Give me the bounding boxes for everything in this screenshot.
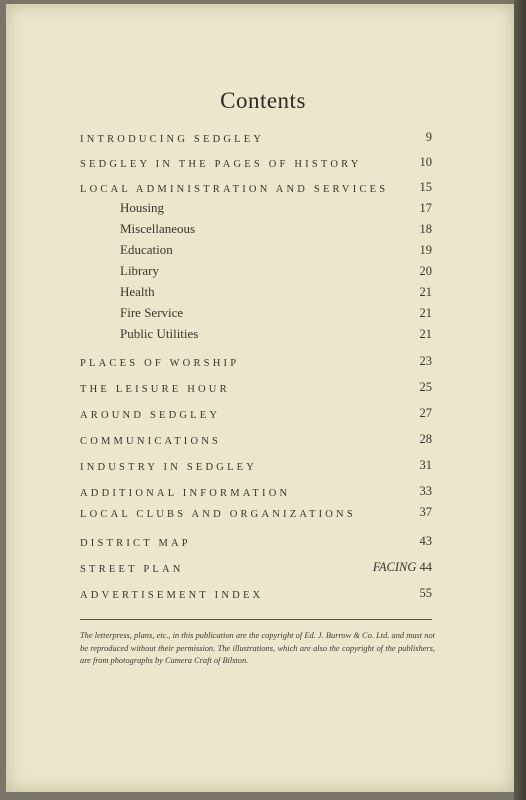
toc-page-number — [426, 130, 432, 145]
toc-page-number — [420, 354, 433, 369]
toc-subentry — [80, 304, 432, 325]
toc-entry-label: AROUND SEDGLEY — [80, 410, 221, 421]
toc-entry-label: Health — [120, 284, 155, 299]
toc-subentry — [80, 199, 432, 220]
toc-page-value: 31 — [419, 458, 432, 472]
toc-page-number — [420, 484, 433, 499]
copyright-note: The letterpress, plans, etc., in this publication are the copyright of Ed. J. Burrow & Co. Ltd. and must not be reproduced without their permission. The illustrations, which are also the copyright of the publishers, are from photographs by Camera Craft of Bilston. — [80, 631, 435, 665]
toc-entry-label: PLACES OF WORSHIP — [80, 358, 240, 369]
toc-page-number — [420, 406, 433, 421]
toc-entry-label: Education — [120, 242, 173, 257]
toc-page-value: 37 — [419, 505, 432, 519]
toc-entry — [80, 503, 432, 524]
toc-entry-label: STREET PLAN — [80, 564, 184, 575]
toc-entry-label: COMMUNICATIONS — [80, 436, 222, 447]
toc-page-value: 21 — [419, 306, 432, 320]
toc-subentry — [80, 262, 432, 283]
toc-page-value: 23 — [419, 354, 432, 368]
toc-page-number — [420, 380, 433, 395]
toc-entry — [80, 558, 432, 579]
toc-entry-label: DISTRICT MAP — [80, 538, 191, 549]
toc-page-value: 9 — [425, 130, 432, 144]
toc-entry — [80, 584, 432, 605]
toc-page-number — [420, 201, 433, 216]
toc-entry — [80, 128, 432, 149]
toc-entry — [80, 532, 432, 553]
toc-page-value: 33 — [419, 484, 432, 498]
toc-entry — [80, 178, 432, 199]
toc-subentry — [80, 241, 432, 262]
toc-page-number — [420, 505, 433, 520]
page-title: Contents — [220, 88, 306, 113]
toc-entry-label: Fire Service — [120, 305, 184, 320]
toc-page-number — [420, 432, 433, 447]
toc-page-value: 21 — [419, 285, 432, 299]
toc-subentry — [80, 283, 432, 304]
toc-page-value: 20 — [419, 264, 432, 278]
toc-page-value: 27 — [419, 406, 432, 420]
toc-page-number — [420, 327, 433, 342]
toc-entry — [80, 456, 432, 477]
toc-page-value: 43 — [419, 534, 432, 548]
toc-entry-label: Public Utilities — [120, 326, 199, 341]
toc-page-number — [420, 534, 433, 549]
toc-page-number — [420, 180, 433, 195]
toc-page-value: 19 — [419, 243, 432, 257]
toc-entry-label: INTRODUCING SEDGLEY — [80, 134, 265, 145]
toc-page-value: 28 — [419, 432, 432, 446]
toc-page-number — [420, 243, 433, 258]
toc-page-number — [420, 155, 433, 170]
toc-entry — [80, 482, 432, 503]
toc-page-value: 18 — [419, 222, 432, 236]
toc-entry — [80, 404, 432, 425]
toc-page-number — [420, 586, 433, 601]
toc-page-value: 44 — [419, 560, 432, 574]
toc-page-number — [420, 306, 433, 321]
toc-entry-label: ADVERTISEMENT INDEX — [80, 590, 264, 601]
toc-page-number — [420, 222, 433, 237]
toc-page-number — [420, 458, 433, 473]
book-spine-edge — [514, 0, 526, 800]
toc-entry-label: Miscellaneous — [120, 221, 196, 236]
toc-page-value: 25 — [419, 380, 432, 394]
divider-rule — [80, 619, 432, 620]
toc-entry — [80, 153, 432, 174]
toc-entry-label: ADDITIONAL INFORMATION — [80, 488, 291, 499]
toc-entry-label: Library — [120, 263, 159, 278]
toc-entry — [80, 430, 432, 451]
toc-entry — [80, 378, 432, 399]
table-of-contents — [80, 128, 432, 605]
toc-entry — [80, 352, 432, 373]
toc-page-value: 17 — [419, 201, 432, 215]
toc-entry-label: LOCAL ADMINISTRATION AND SERVICES — [80, 184, 389, 195]
toc-subentry — [80, 220, 432, 241]
toc-page-number — [373, 560, 432, 575]
toc-page-value: 15 — [419, 180, 432, 194]
toc-page-number — [420, 285, 433, 300]
toc-entry-label: SEDGLEY IN THE PAGES OF HISTORY — [80, 159, 362, 170]
toc-entry-label: THE LEISURE HOUR — [80, 384, 230, 395]
toc-entry-label: Housing — [120, 200, 165, 215]
toc-page-value: 55 — [419, 586, 432, 600]
toc-page-value: 10 — [419, 155, 432, 169]
toc-entry-label: INDUSTRY IN SEDGLEY — [80, 462, 258, 473]
toc-subentry — [80, 325, 432, 346]
toc-entry-label: LOCAL CLUBS AND ORGANIZATIONS — [80, 509, 356, 520]
toc-page-prefix: FACING — [372, 560, 417, 574]
toc-page-number — [420, 264, 433, 279]
toc-page-value: 21 — [419, 327, 432, 341]
